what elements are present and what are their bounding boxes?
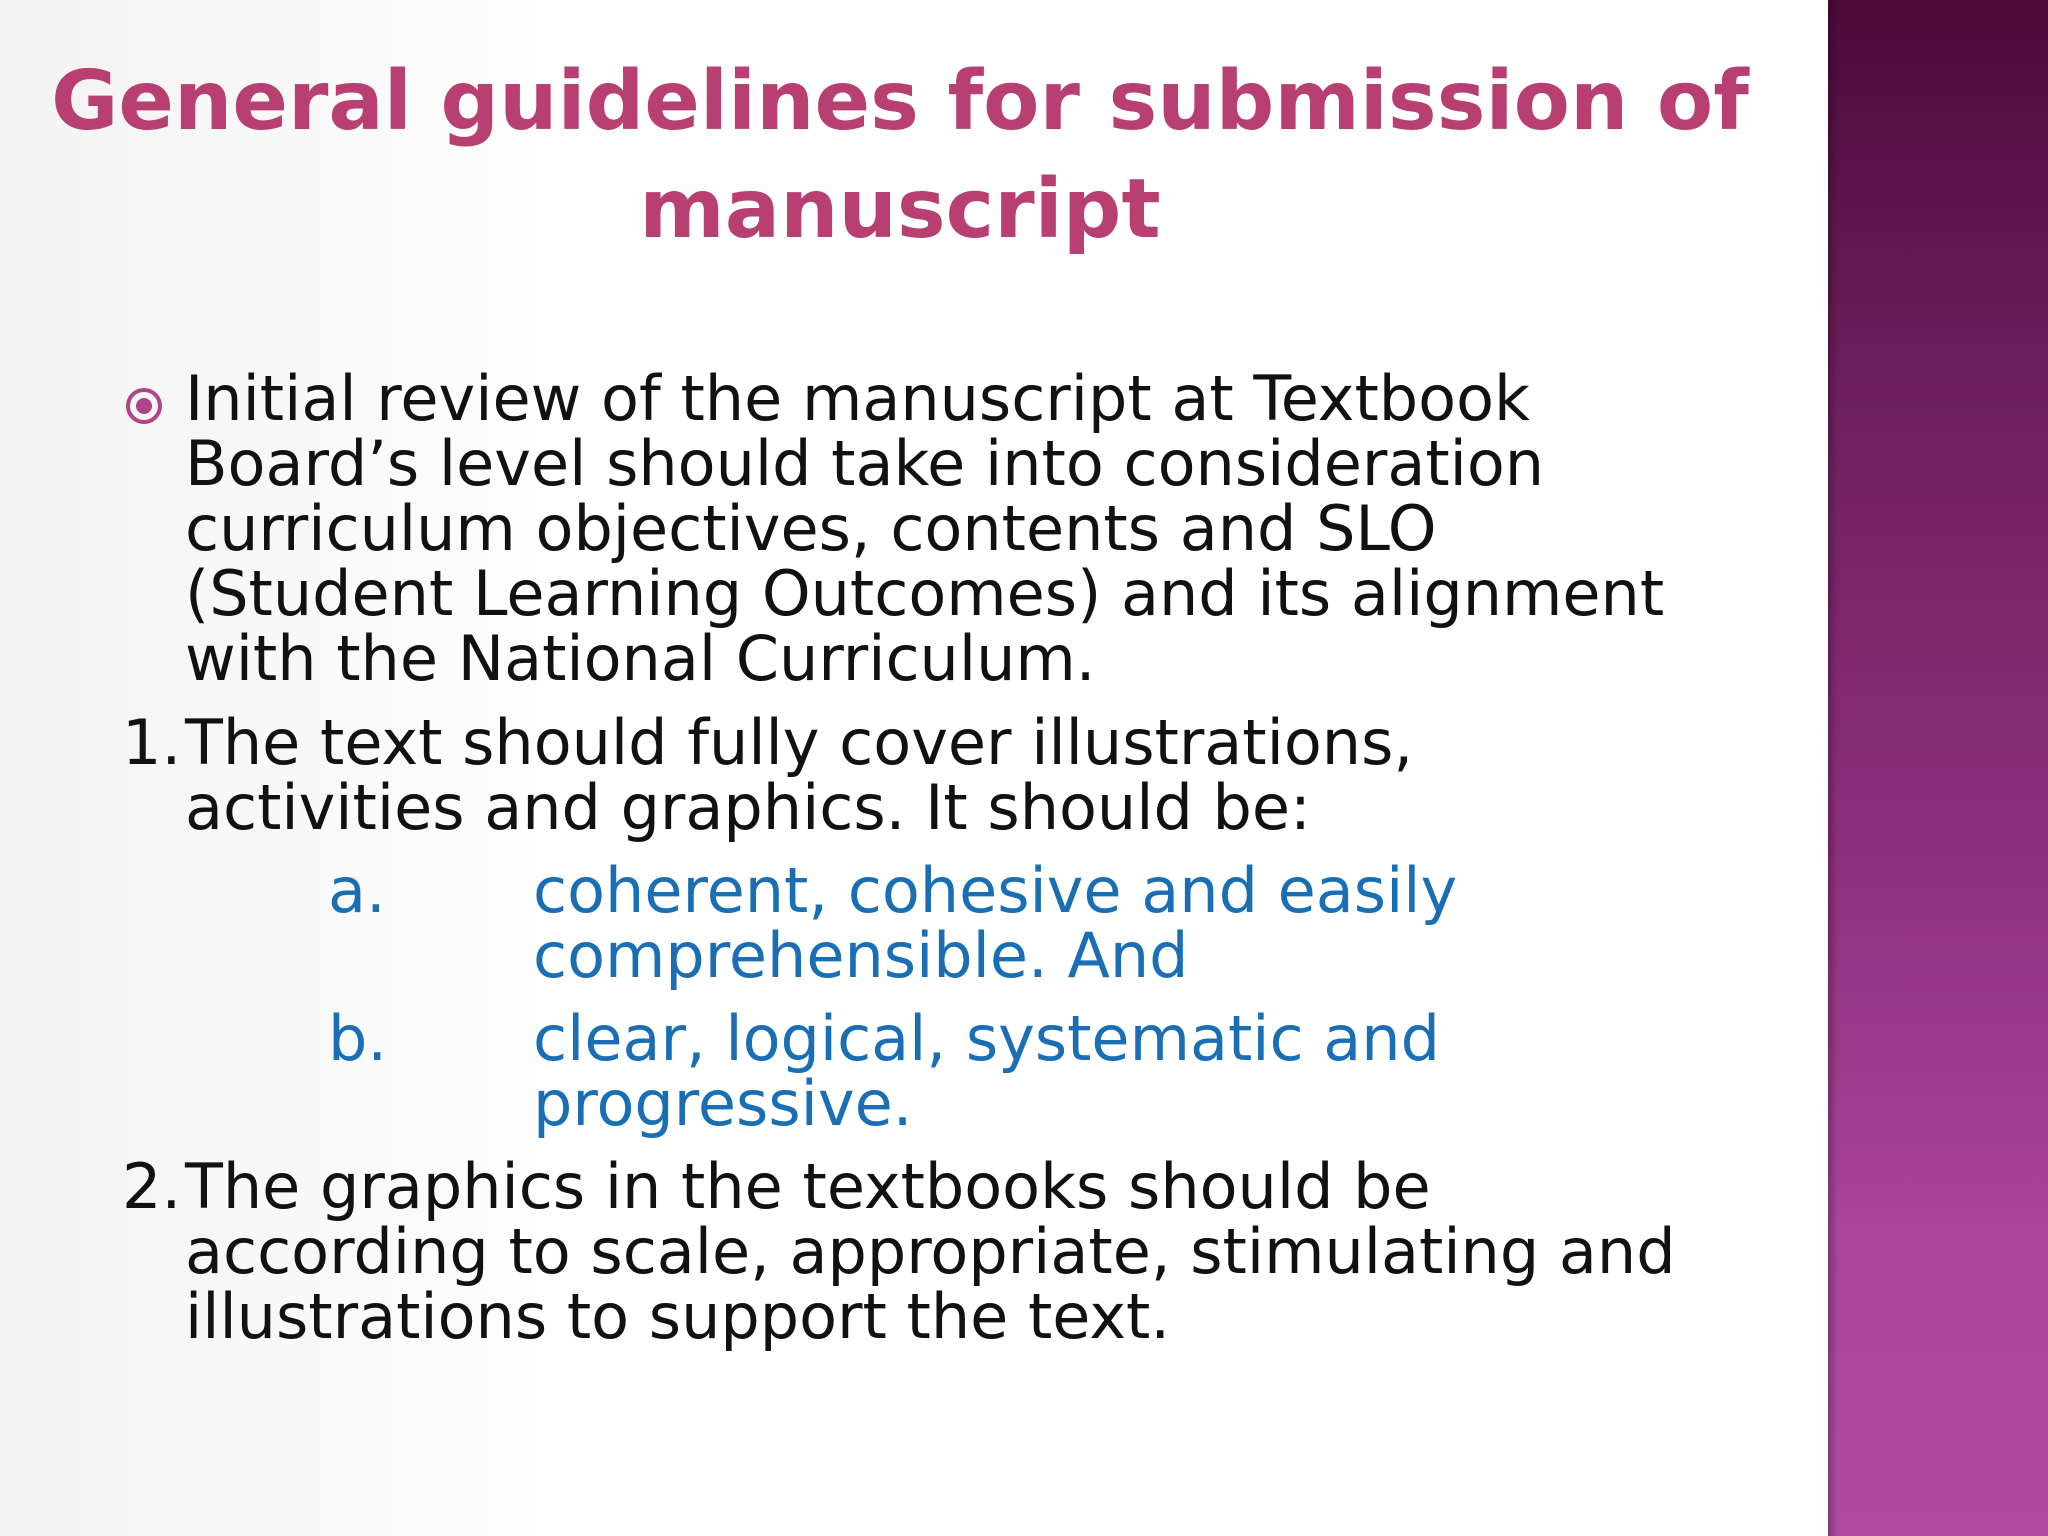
intro-line: Initial review of the manuscript at Textbook: [185, 362, 1530, 435]
intro-paragraph: [185, 362, 1745, 695]
slide-title-line-2: manuscript: [639, 162, 1161, 257]
subitem-a-text: [533, 854, 1733, 992]
item-1-line: The text should fully cover illustrations,: [185, 706, 1414, 779]
item-2-line: The graphics in the textbooks should be: [185, 1150, 1431, 1223]
item-1-text: [185, 706, 1745, 844]
item-1-line: activities and graphics. It should be:: [185, 771, 1311, 844]
decorative-side-band: [1828, 0, 2048, 1536]
slide-title-line-1: General guidelines for submission of: [51, 54, 1749, 149]
item-2-text: [185, 1150, 1745, 1353]
intro-line: Board’s level should take into consideration: [185, 427, 1545, 500]
item-2-number: 2.: [122, 1150, 182, 1223]
subitem-b-text: [533, 1002, 1733, 1140]
intro-line: curriculum objectives, contents and SLO: [185, 492, 1437, 565]
subitem-a-line: comprehensible. And: [533, 919, 1189, 992]
item-2-line: according to scale, appropriate, stimulating and: [185, 1215, 1676, 1288]
subitem-b-letter: b.: [328, 1002, 388, 1075]
circle-dot-icon: [124, 386, 164, 426]
intro-line: (Student Learning Outcomes) and its alignment: [185, 557, 1665, 630]
subitem-a-line: coherent, cohesive and easily: [533, 854, 1458, 927]
subitem-a-letter: a.: [328, 854, 386, 927]
item-1-number: 1.: [122, 706, 182, 779]
subitem-b-line: progressive.: [533, 1067, 913, 1140]
item-2-line: illustrations to support the text.: [185, 1280, 1171, 1353]
intro-line: with the National Curriculum.: [185, 622, 1096, 695]
subitem-b-line: clear, logical, systematic and: [533, 1002, 1440, 1075]
